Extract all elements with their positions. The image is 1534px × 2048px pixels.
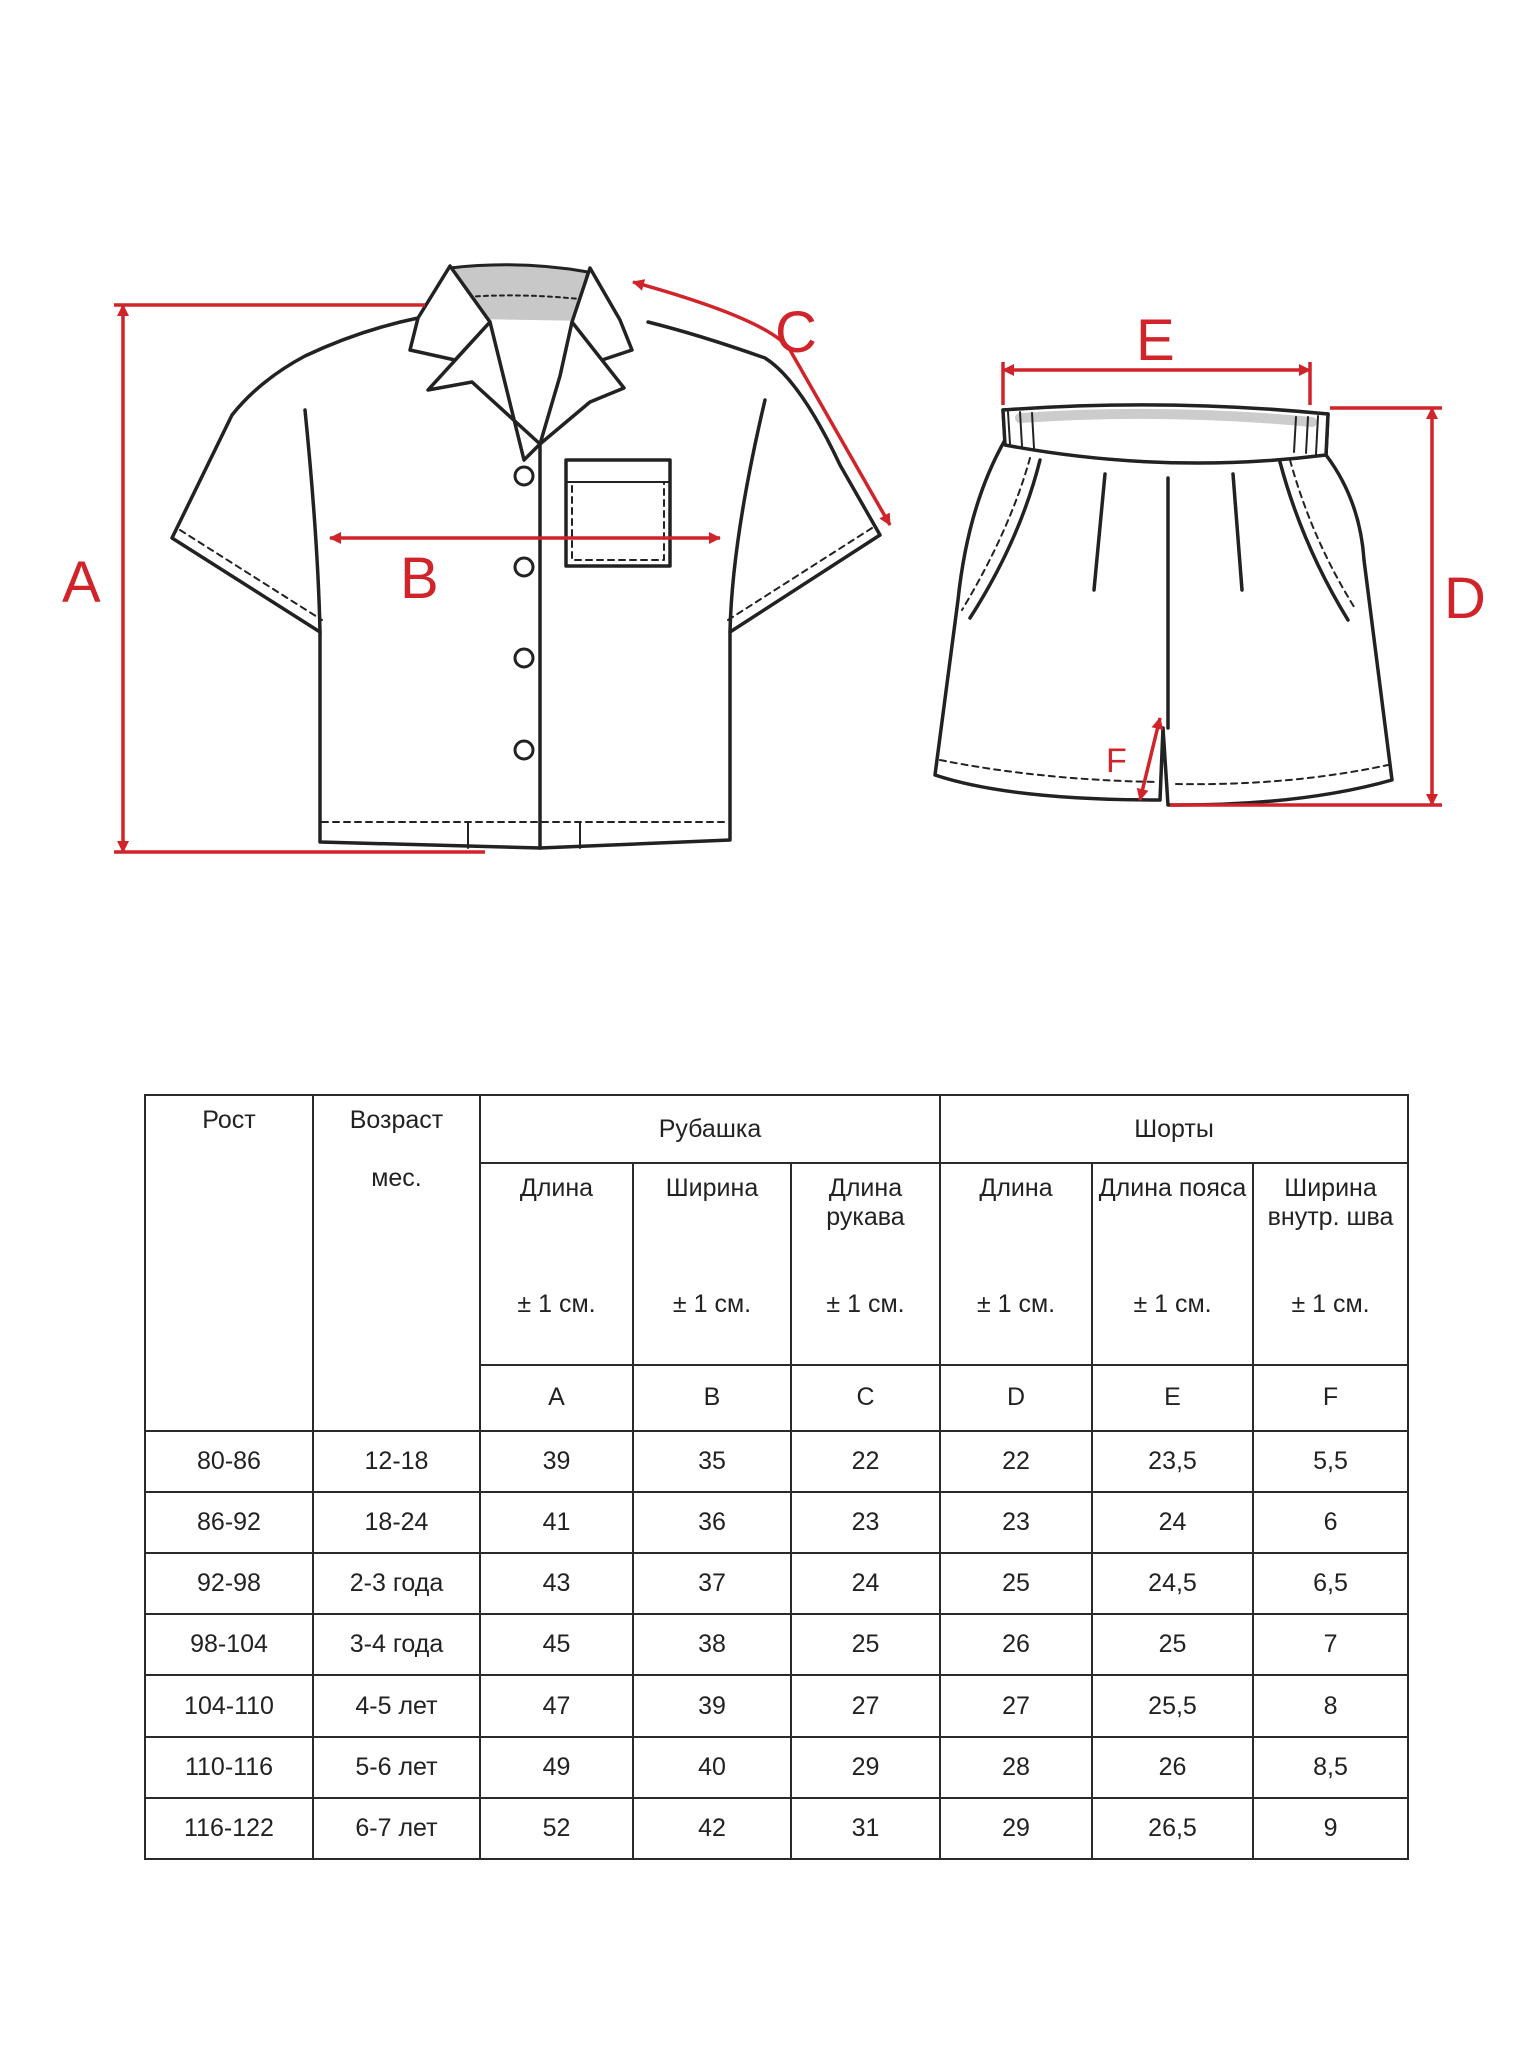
table-cell: 26,5 [1092,1798,1253,1859]
table-cell: 27 [791,1675,940,1736]
col-name: Ширина внутр. шва [1267,1174,1394,1232]
header-letter: F [1253,1365,1408,1431]
size-table [144,1094,1409,1860]
shirt-pocket [566,460,670,566]
table-cell: 86-92 [145,1492,313,1553]
table-cell: 29 [791,1737,940,1798]
table-cell: 110-116 [145,1737,313,1798]
header-col [1253,1163,1408,1365]
table-cell: 43 [480,1553,633,1614]
table-cell: 6,5 [1253,1553,1408,1614]
header-age [313,1095,480,1431]
header-age-unit: мес. [371,1164,422,1192]
table-cell: 25,5 [1092,1675,1253,1736]
table-cell: 7 [1253,1614,1408,1675]
table-cell: 39 [633,1675,791,1736]
table-cell: 39 [480,1431,633,1492]
table-cell: 26 [1092,1737,1253,1798]
table-cell: 3-4 года [313,1614,480,1675]
garment-diagram [0,0,1534,1000]
col-name: Длина [519,1174,594,1203]
table-cell: 92-98 [145,1553,313,1614]
table-cell: 36 [633,1492,791,1553]
col-name: Длина [979,1174,1053,1203]
table-row [145,1675,1408,1736]
table-row [145,1737,1408,1798]
table-cell: 47 [480,1675,633,1736]
label-b: B [400,546,439,611]
table-cell: 80-86 [145,1431,313,1492]
table-cell: 40 [633,1737,791,1798]
header-col [633,1163,791,1365]
table-cell: 4-5 лет [313,1675,480,1736]
table-cell: 24,5 [1092,1553,1253,1614]
header-col [480,1163,633,1365]
table-cell: 26 [940,1614,1092,1675]
table-row [145,1614,1408,1675]
col-tolerance: ± 1 см. [672,1290,752,1319]
shirt-button [515,741,533,759]
label-e: E [1136,308,1175,373]
shirt-drawing [172,265,880,848]
col-tolerance: ± 1 см. [976,1290,1056,1319]
table-row [145,1431,1408,1492]
table-cell: 42 [633,1798,791,1859]
table-cell: 22 [940,1431,1092,1492]
label-f: F [1106,742,1127,780]
table-cell: 25 [940,1553,1092,1614]
col-tolerance: ± 1 см. [517,1290,596,1319]
table-cell: 27 [940,1675,1092,1736]
shirt-button [515,649,533,667]
table-row [145,1798,1408,1859]
table-cell: 28 [940,1737,1092,1798]
table-cell: 6-7 лет [313,1798,480,1859]
table-cell: 18-24 [313,1492,480,1553]
table-cell: 22 [791,1431,940,1492]
table-cell: 52 [480,1798,633,1859]
header-letter: B [633,1365,791,1431]
label-d: D [1444,566,1486,631]
col-tolerance: ± 1 см. [1133,1290,1212,1319]
header-col [1092,1163,1253,1365]
header-age-label: Возраст [349,1106,444,1134]
table-cell: 12-18 [313,1431,480,1492]
label-a: A [62,550,101,615]
table-cell: 104-110 [145,1675,313,1736]
table-cell: 38 [633,1614,791,1675]
table-cell: 8 [1253,1675,1408,1736]
table-cell: 2-3 года [313,1553,480,1614]
col-tolerance: ± 1 см. [826,1290,905,1319]
table-cell: 45 [480,1614,633,1675]
table-cell: 24 [791,1553,940,1614]
col-name: Длина рукава [826,1174,905,1232]
table-row [145,1553,1408,1614]
table-cell: 35 [633,1431,791,1492]
table-cell: 5-6 лет [313,1737,480,1798]
header-shirt: Рубашка [480,1095,940,1163]
table-cell: 25 [1092,1614,1253,1675]
table-cell: 23 [791,1492,940,1553]
table-cell: 25 [791,1614,940,1675]
header-letter: A [480,1365,633,1431]
label-c: C [775,300,817,365]
table-cell: 49 [480,1737,633,1798]
table-cell: 29 [940,1798,1092,1859]
col-tolerance: ± 1 см. [1291,1290,1370,1319]
table-cell: 98-104 [145,1614,313,1675]
table-cell: 23 [940,1492,1092,1553]
shirt-body [172,318,880,848]
table-cell: 23,5 [1092,1431,1253,1492]
table-cell: 116-122 [145,1798,313,1859]
header-letter: E [1092,1365,1253,1431]
table-cell: 41 [480,1492,633,1553]
col-name: Длина пояса [1098,1174,1247,1203]
table-row [145,1492,1408,1553]
shorts-drawing [935,405,1392,805]
header-letter: C [791,1365,940,1431]
header-letter: D [940,1365,1092,1431]
header-shorts: Шорты [940,1095,1408,1163]
table-cell: 31 [791,1798,940,1859]
table-cell: 6 [1253,1492,1408,1553]
col-name: Ширина [665,1174,759,1203]
header-height: Рост [145,1095,313,1431]
shorts-body [935,410,1392,805]
table-cell: 37 [633,1553,791,1614]
table-cell: 8,5 [1253,1737,1408,1798]
table-cell: 24 [1092,1492,1253,1553]
shirt-button [515,558,533,576]
header-col [940,1163,1092,1365]
shirt-button [515,467,533,485]
header-col [791,1163,940,1365]
table-cell: 5,5 [1253,1431,1408,1492]
table-cell: 9 [1253,1798,1408,1859]
